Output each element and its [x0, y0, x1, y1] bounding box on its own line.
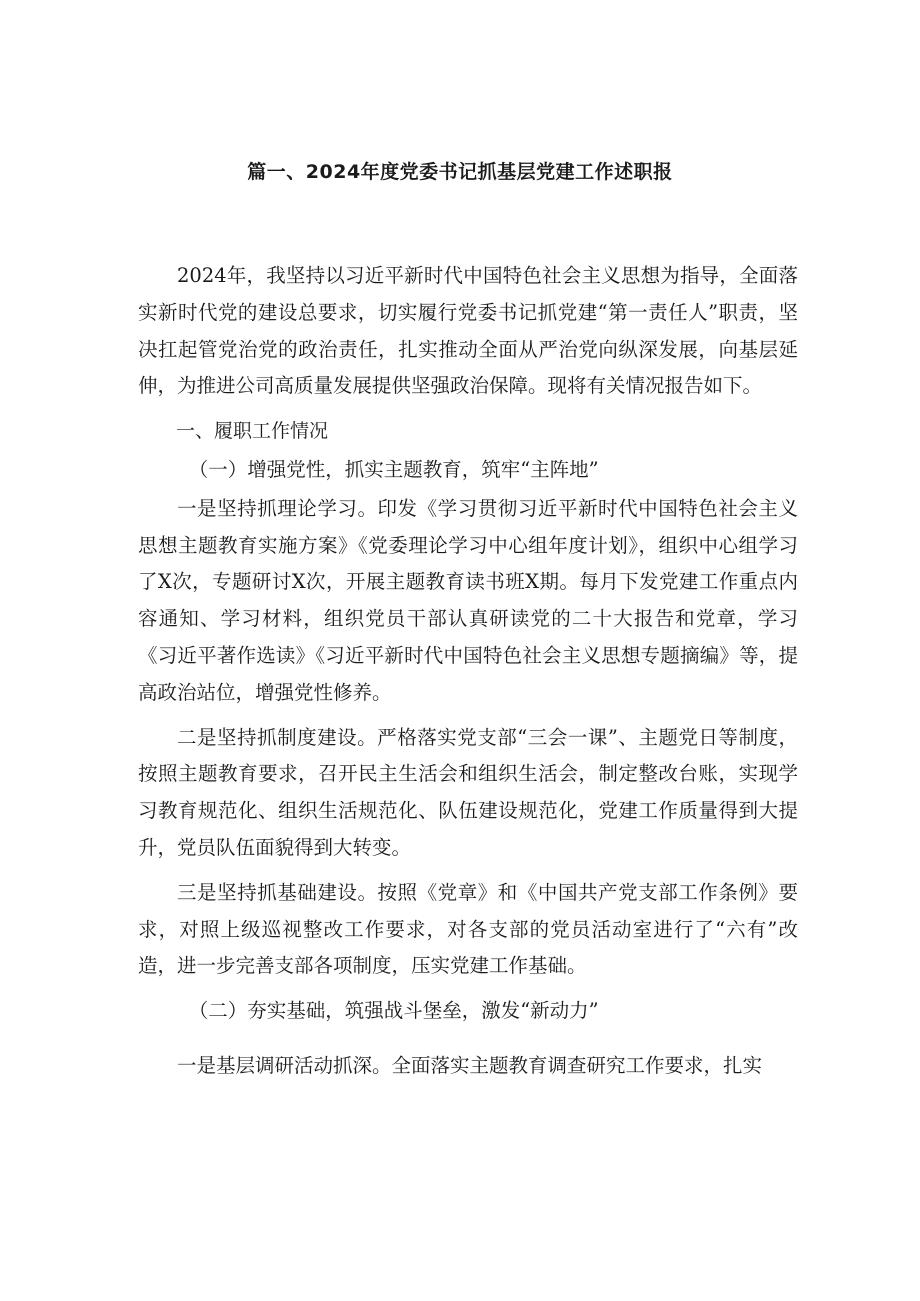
subsection-heading-2: （二）夯实基础，筑强战斗堡垒，激发“新动力”: [188, 999, 599, 1023]
subsection-heading-1: （一）增强党性，抓实主题教育，筑牢“主阵地”: [188, 457, 599, 481]
paragraph-grassroots-research: 一是基层调研活动抓深。全面落实主题教育调查研究工作要求，扎实: [177, 1053, 763, 1077]
paragraph-theory-study: 一是坚持抓理论学习。印发《学习贯彻习近平新时代中国特色社会主义思想主题教育实施方案》《党委理论学习中心组年度计划》，组织中心组学习了X次，专题研讨X次，开展主题教育读书班X期。每月下发党建工作重点内容通知、学习材料，组织党员干部认真研读党的二十大报告和党章，学习《习近平著作选读》《习近平新时代中国特色社会主义思想专题摘编》等，提高政治站位，增强党性修养。: [138, 496, 798, 704]
document-title: 篇一、2024年度党委书记抓基层党建工作述职报: [247, 161, 673, 183]
paragraph-foundation-building: 三是坚持抓基础建设。按照《党章》和《中国共产党支部工作条例》要求，对照上级巡视整改工作要求，对各支部的党员活动室进行了“六有”改造，进一步完善支部各项制度，压实党建工作基础。: [138, 880, 798, 978]
section-heading-1: 一、履职工作情况: [176, 420, 329, 443]
paragraph-system-building: 二是坚持抓制度建设。严格落实党支部“三会一课”、主题党日等制度，按照主题教育要求，召开民主生活会和组织生活会，制定整改台账，实现学习教育规范化、组织生活规范化、队伍建设规范化，党建工作质量得到大提升，党员队伍面貌得到大转变。: [138, 725, 798, 859]
intro-paragraph: 2024年，我坚持以习近平新时代中国特色社会主义思想为指导，全面落实新时代党的建设总要求，切实履行党委书记抓党建“第一责任人”职责，坚决扛起管党治党的政治责任，扎实推动全面从严治党向纵深发展，向基层延伸，为推进公司高质量发展提供坚强政治保障。现将有关情况报告如下。: [138, 264, 798, 398]
document-body: [138, 258, 798, 1093]
